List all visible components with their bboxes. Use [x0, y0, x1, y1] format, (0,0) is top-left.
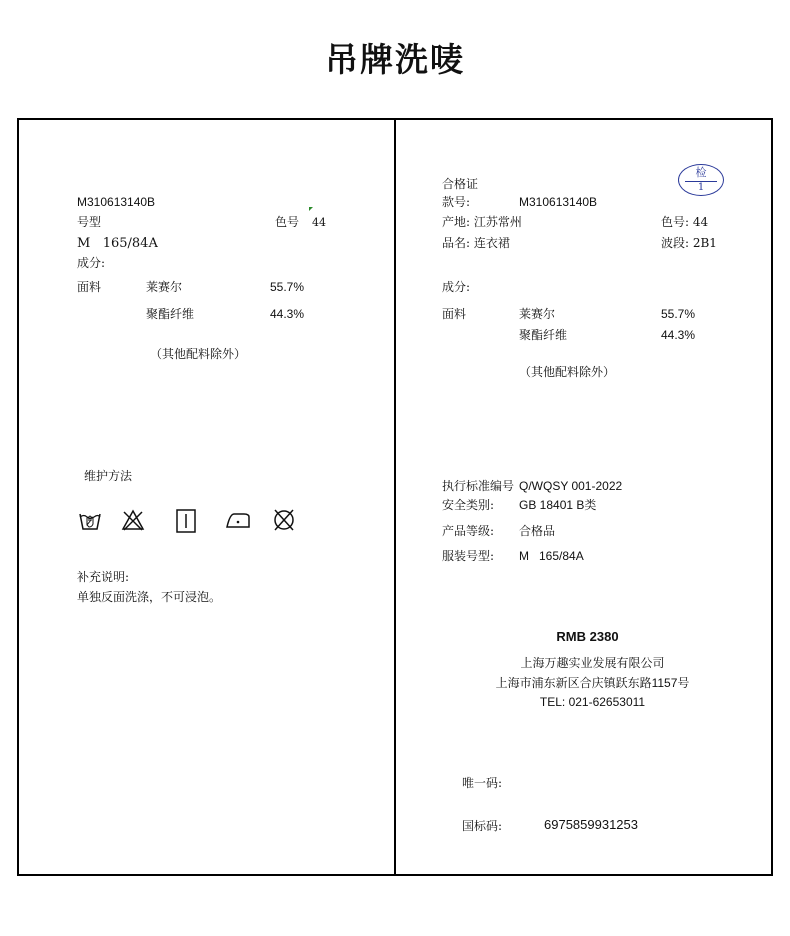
style-number: M310613140B — [519, 195, 598, 209]
fiber-1-percent: 55.7% — [270, 280, 305, 294]
inspection-stamp — [678, 164, 724, 196]
company-address: 上海市浦东新区合庆镇跃东路1157号 — [495, 676, 690, 690]
extra-notes-text: 单独反面洗涤，不可浸泡。 — [77, 590, 222, 604]
hand-wash-icon — [78, 508, 102, 532]
style-label: 款号: — [442, 195, 471, 209]
size-label: 号型 — [77, 215, 102, 229]
page-title: 吊牌洗唛 — [325, 40, 465, 79]
color-number: 色号: 44 — [661, 215, 709, 229]
fiber-1-name: 莱赛尔 — [146, 280, 183, 294]
fiber-2-name: 聚酯纤维 — [519, 328, 568, 342]
composition-label: 成分: — [77, 256, 106, 270]
style-number: M310613140B — [77, 195, 156, 209]
extra-notes-label: 补充说明: — [77, 570, 130, 584]
line-dry-icon — [175, 508, 197, 534]
color-label: 色号 — [275, 215, 300, 229]
standard-label: 执行标准编号 — [442, 479, 515, 493]
fiber-1-name: 莱赛尔 — [519, 307, 556, 321]
grade-label: 产品等级: — [442, 524, 495, 538]
origin: 产地: 江苏常州 — [442, 215, 522, 229]
fabric-label: 面料 — [77, 280, 102, 294]
composition-label: 成分: — [442, 280, 471, 294]
care-label: 维护方法 — [84, 469, 133, 483]
panel-divider — [394, 118, 396, 876]
grade-value: 合格品 — [519, 524, 556, 538]
barcode-number: 6975859931253 — [544, 817, 638, 832]
fiber-1-percent: 55.7% — [661, 307, 696, 321]
no-bleach-icon — [121, 508, 145, 532]
band: 波段: 2B1 — [661, 236, 717, 250]
garment-size-label: 服装号型: — [442, 549, 495, 563]
corner-mark — [309, 207, 313, 211]
excluding-note: （其他配料除外） — [519, 365, 616, 379]
product-name: 品名: 连衣裙 — [442, 236, 510, 250]
fiber-2-percent: 44.3% — [661, 328, 696, 342]
garment-size-value: M 165/84A — [519, 549, 584, 563]
unique-code-label: 唯一码: — [462, 776, 503, 790]
safety-value: GB 18401 B类 — [519, 498, 597, 512]
size-value: M 165/84A — [77, 236, 158, 251]
excluding-note: （其他配料除外） — [150, 347, 247, 361]
certificate-label: 合格证 — [442, 177, 479, 191]
barcode-label: 国标码: — [462, 819, 503, 833]
stamp-bottom-text: 1 — [697, 182, 705, 193]
company-tel: TEL: 021-62653011 — [539, 695, 646, 709]
no-dry-clean-icon — [272, 507, 296, 533]
fiber-2-name: 聚酯纤维 — [146, 307, 195, 321]
price: RMB 2380 — [556, 629, 619, 644]
safety-label: 安全类别: — [442, 498, 495, 512]
fiber-2-percent: 44.3% — [270, 307, 305, 321]
fabric-label: 面料 — [442, 307, 467, 321]
company-name: 上海万趣实业发展有限公司 — [520, 656, 665, 670]
low-iron-icon — [224, 511, 252, 529]
stamp-top-text: 检 — [695, 166, 707, 179]
color-value: 44 — [312, 216, 326, 229]
standard-value: Q/WQSY 001-2022 — [519, 479, 623, 493]
